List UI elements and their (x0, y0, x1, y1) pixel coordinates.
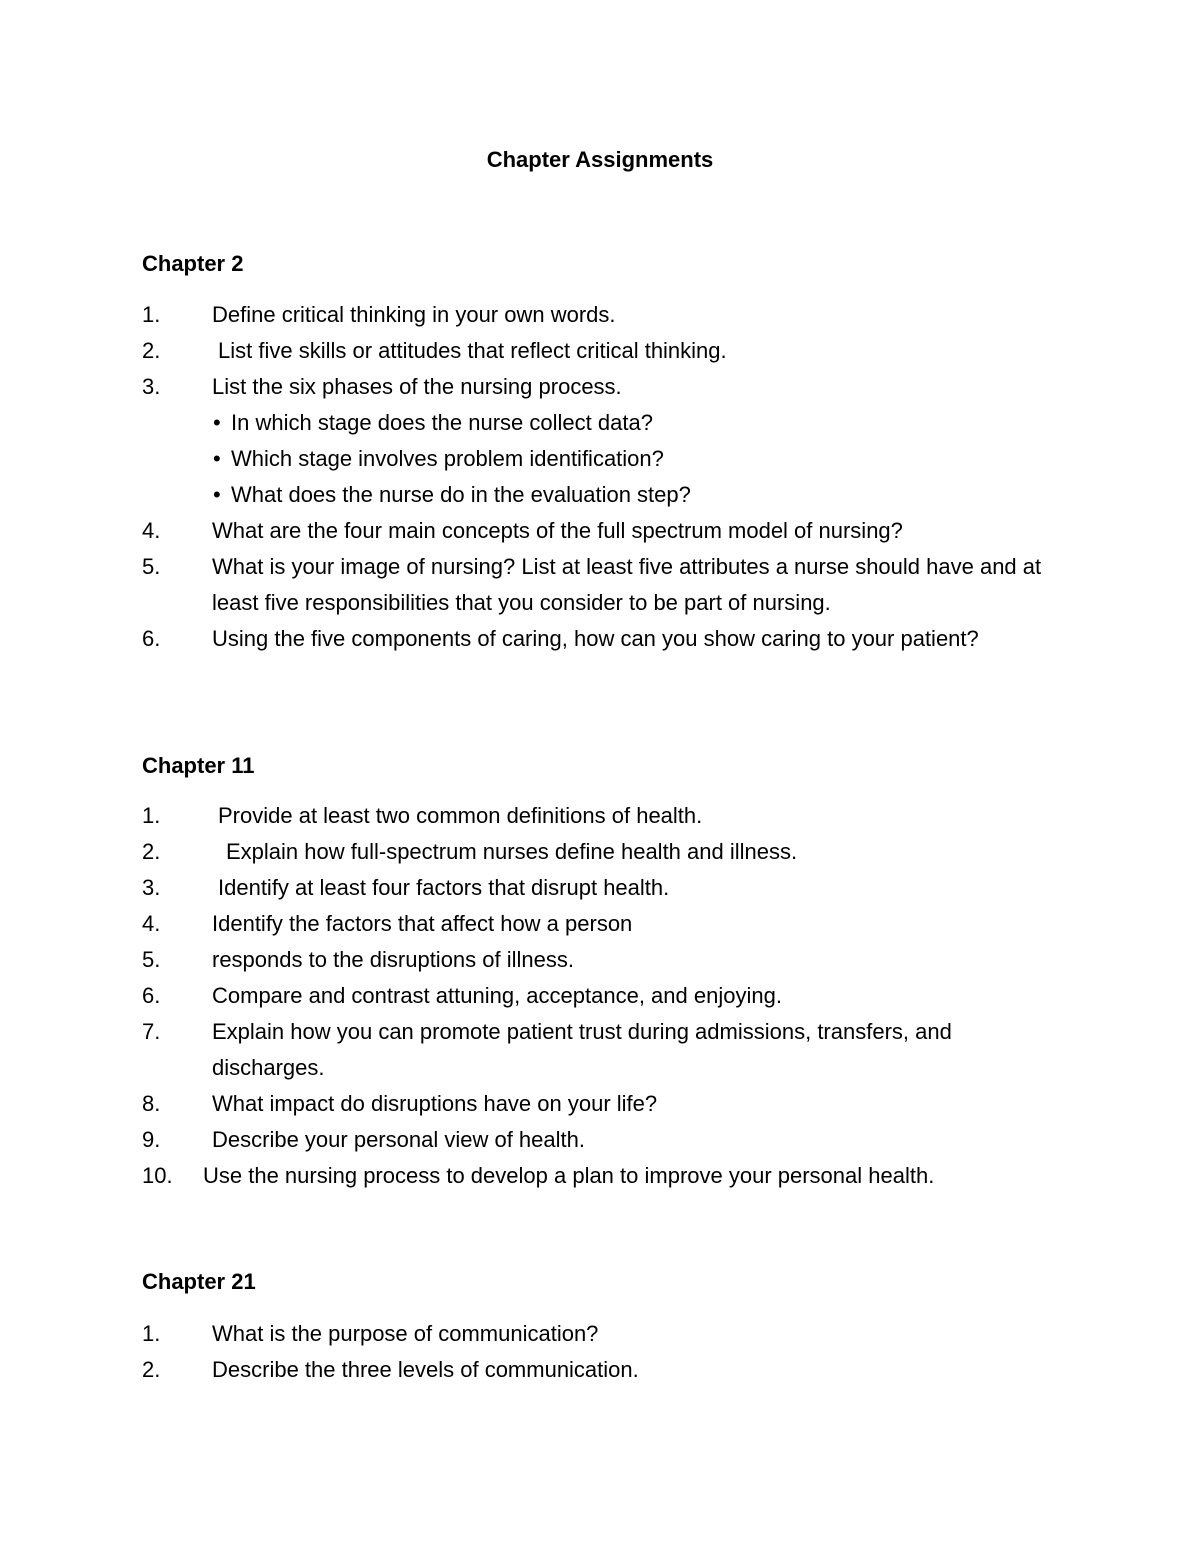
item-text: responds to the disruptions of illness. (212, 947, 574, 972)
list-item (0, 1086, 1200, 1122)
item-number: 1. (142, 302, 161, 327)
list-item (0, 549, 1200, 621)
list-item (0, 369, 1200, 513)
item-text: Use the nursing process to develop a plan to improve your personal health. (203, 1163, 935, 1188)
chapter-11-question-list (0, 798, 1200, 1194)
sub-list-item (213, 477, 1200, 513)
item-text: Explain how you can promote patient trust during admissions, transfers, and discharges. (212, 1019, 952, 1080)
bullet-icon: • (213, 446, 221, 471)
item-text: What impact do disruptions have on your life? (212, 1091, 658, 1116)
sub-question-list (0, 405, 1200, 513)
list-item (0, 870, 1200, 906)
item-number: 2. (142, 1357, 161, 1382)
list-item (0, 978, 1200, 1014)
list-item (0, 1014, 1200, 1086)
sub-item-text: In which stage does the nurse collect data? (231, 410, 653, 435)
list-item (0, 1352, 1200, 1388)
list-item (0, 1316, 1200, 1352)
item-number: 1. (142, 1321, 161, 1346)
item-number: 9. (142, 1127, 161, 1152)
item-number: 2. (142, 839, 161, 864)
list-item (0, 297, 1200, 333)
item-text: Compare and contrast attuning, acceptance, and enjoying. (212, 983, 782, 1008)
list-item (0, 906, 1200, 942)
document-title: Chapter Assignments (486, 147, 714, 172)
item-text: Describe the three levels of communication. (212, 1357, 639, 1382)
item-text: List five skills or attitudes that reflect critical thinking. (218, 338, 727, 363)
item-text: Define critical thinking in your own words. (212, 302, 616, 327)
item-text: Using the five components of caring, how can you show caring to your patient? (212, 626, 979, 651)
item-number: 8. (142, 1091, 161, 1116)
item-text: Provide at least two common definitions of health. (218, 803, 703, 828)
item-text: What is your image of nursing? List at least five attributes a nurse should have and at least five responsibilities that you consider to be part of nursing. (212, 554, 1042, 615)
item-number: 6. (142, 626, 161, 651)
list-item (0, 942, 1200, 978)
bullet-icon: • (213, 410, 221, 435)
item-number: 3. (142, 875, 161, 900)
list-item (0, 834, 1200, 870)
chapter-2-question-list (0, 297, 1200, 657)
item-number: 5. (142, 554, 161, 579)
list-item (0, 621, 1200, 657)
chapter-heading: Chapter 11 (142, 753, 255, 778)
item-number: 7. (142, 1019, 161, 1044)
bullet-icon: • (213, 482, 221, 507)
list-item (0, 333, 1200, 369)
chapter-heading: Chapter 21 (142, 1269, 256, 1294)
item-number: 4. (142, 518, 161, 543)
list-item (0, 1122, 1200, 1158)
item-number: 2. (142, 338, 161, 363)
item-text: List the six phases of the nursing process. (212, 374, 622, 399)
sub-item-text: Which stage involves problem identification? (231, 446, 664, 471)
item-text: Identify at least four factors that disrupt health. (218, 875, 670, 900)
item-number: 5. (142, 947, 161, 972)
sub-list-item (213, 441, 1200, 477)
item-text: Describe your personal view of health. (212, 1127, 585, 1152)
item-number: 6. (142, 983, 161, 1008)
item-text: Explain how full-spectrum nurses define health and illness. (226, 839, 798, 864)
sub-list-item (213, 405, 1200, 441)
list-item (0, 513, 1200, 549)
item-number: 1. (142, 803, 161, 828)
item-number: 10. (142, 1163, 173, 1188)
item-text: Identify the factors that affect how a person (212, 911, 633, 936)
chapter-heading: Chapter 2 (142, 251, 244, 276)
item-text: What is the purpose of communication? (212, 1321, 599, 1346)
item-number: 3. (142, 374, 161, 399)
list-item (0, 1158, 1200, 1194)
list-item (0, 798, 1200, 834)
item-number: 4. (142, 911, 161, 936)
chapter-21-question-list (0, 1316, 1200, 1388)
sub-item-text: What does the nurse do in the evaluation step? (231, 482, 691, 507)
item-text: What are the four main concepts of the full spectrum model of nursing? (212, 518, 903, 543)
